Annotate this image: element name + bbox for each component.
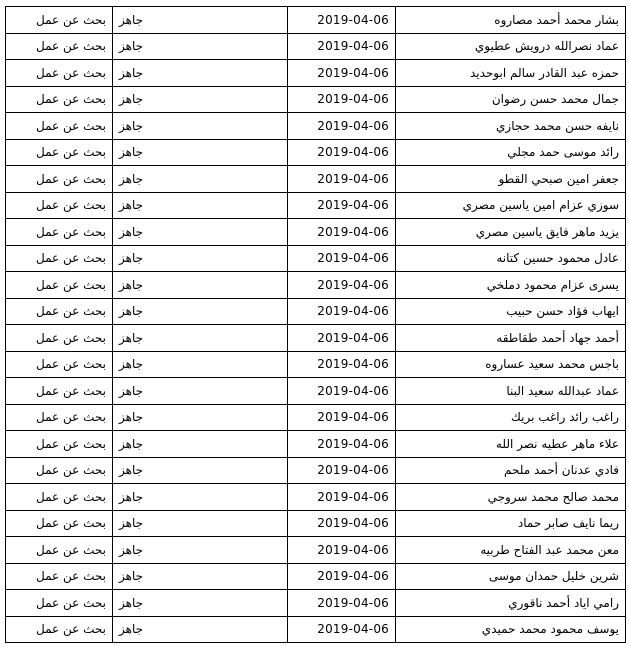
ready-cell: جاهز (113, 33, 288, 60)
name-cell: راغب رائد راغب بريك (396, 404, 626, 431)
table-row (6, 7, 626, 34)
name-cell: نايفه حسن محمد حجازي (396, 113, 626, 140)
date-cell: 2019-04-06 (288, 113, 396, 140)
name-cell: حمزه عبد القادر سالم ابوحديد (396, 60, 626, 87)
status-cell: بحث عن عمل (6, 431, 113, 458)
date-cell: 2019-04-06 (288, 457, 396, 484)
date-cell: 2019-04-06 (288, 166, 396, 193)
status-cell: بحث عن عمل (6, 457, 113, 484)
status-cell: بحث عن عمل (6, 510, 113, 537)
table-row (6, 404, 626, 431)
ready-cell: جاهز (113, 616, 288, 643)
date-cell: 2019-04-06 (288, 563, 396, 590)
name-cell: ريما نايف صابر حماد (396, 510, 626, 537)
table-row (6, 616, 626, 643)
status-cell: بحث عن عمل (6, 245, 113, 272)
status-cell: بحث عن عمل (6, 192, 113, 219)
table-row (6, 113, 626, 140)
date-cell: 2019-04-06 (288, 484, 396, 511)
date-cell: 2019-04-06 (288, 325, 396, 352)
table-row (6, 510, 626, 537)
ready-cell: جاهز (113, 86, 288, 113)
date-cell: 2019-04-06 (288, 86, 396, 113)
date-cell: 2019-04-06 (288, 245, 396, 272)
ready-cell: جاهز (113, 431, 288, 458)
ready-cell: جاهز (113, 590, 288, 617)
status-cell: بحث عن عمل (6, 139, 113, 166)
date-cell: 2019-04-06 (288, 272, 396, 299)
status-cell: بحث عن عمل (6, 86, 113, 113)
ready-cell: جاهز (113, 457, 288, 484)
status-cell: بحث عن عمل (6, 378, 113, 405)
name-cell: باجس محمد سعيد عساروه (396, 351, 626, 378)
status-cell: بحث عن عمل (6, 219, 113, 246)
status-cell: بحث عن عمل (6, 113, 113, 140)
status-cell: بحث عن عمل (6, 563, 113, 590)
date-cell: 2019-04-06 (288, 219, 396, 246)
table-row (6, 431, 626, 458)
status-cell: بحث عن عمل (6, 33, 113, 60)
status-cell: بحث عن عمل (6, 404, 113, 431)
status-cell: بحث عن عمل (6, 325, 113, 352)
date-cell: 2019-04-06 (288, 616, 396, 643)
table-row (6, 139, 626, 166)
ready-cell: جاهز (113, 139, 288, 166)
date-cell: 2019-04-06 (288, 431, 396, 458)
status-cell: بحث عن عمل (6, 537, 113, 564)
name-cell: ايهاب فؤاد حسن حبيب (396, 298, 626, 325)
ready-cell: جاهز (113, 484, 288, 511)
ready-cell: جاهز (113, 298, 288, 325)
name-cell: علاء ماهر عطيه نصر الله (396, 431, 626, 458)
name-cell: يوسف محمود محمد حميدي (396, 616, 626, 643)
ready-cell: جاهز (113, 7, 288, 34)
date-cell: 2019-04-06 (288, 510, 396, 537)
status-cell: بحث عن عمل (6, 616, 113, 643)
table-row (6, 378, 626, 405)
ready-cell: جاهز (113, 245, 288, 272)
ready-cell: جاهز (113, 563, 288, 590)
status-cell: بحث عن عمل (6, 298, 113, 325)
table-row (6, 245, 626, 272)
ready-cell: جاهز (113, 537, 288, 564)
status-cell: بحث عن عمل (6, 60, 113, 87)
name-cell: سوزي عزام امين ياسين مصري (396, 192, 626, 219)
table-row (6, 60, 626, 87)
name-cell: جمال محمد حسن رضوان (396, 86, 626, 113)
date-cell: 2019-04-06 (288, 60, 396, 87)
table-row (6, 563, 626, 590)
name-cell: فادي عدنان أحمد ملحم (396, 457, 626, 484)
table-row (6, 457, 626, 484)
status-cell: بحث عن عمل (6, 484, 113, 511)
name-cell: أحمد جهاد أحمد طقاطقه (396, 325, 626, 352)
table-row (6, 484, 626, 511)
name-cell: رامي اياد أحمد ناقوري (396, 590, 626, 617)
ready-cell: جاهز (113, 113, 288, 140)
name-cell: بشار محمد أحمد مصاروه (396, 7, 626, 34)
ready-cell: جاهز (113, 351, 288, 378)
table-row (6, 298, 626, 325)
ready-cell: جاهز (113, 60, 288, 87)
name-cell: شرين خليل حمدان موسى (396, 563, 626, 590)
date-cell: 2019-04-06 (288, 298, 396, 325)
date-cell: 2019-04-06 (288, 404, 396, 431)
table-row (6, 272, 626, 299)
table-row (6, 33, 626, 60)
name-cell: معن محمد عبد الفتاح طربيه (396, 537, 626, 564)
ready-cell: جاهز (113, 219, 288, 246)
table-row (6, 325, 626, 352)
table-row (6, 219, 626, 246)
ready-cell: جاهز (113, 378, 288, 405)
name-cell: يسرى عزام محمود دملخي (396, 272, 626, 299)
name-cell: جعفر امين صبحي القطو (396, 166, 626, 193)
name-cell: محمد صالح محمد سروجي (396, 484, 626, 511)
name-cell: يزيد ماهر فايق ياسين مصري (396, 219, 626, 246)
date-cell: 2019-04-06 (288, 33, 396, 60)
table-row (6, 86, 626, 113)
status-cell: بحث عن عمل (6, 351, 113, 378)
table-row (6, 537, 626, 564)
date-cell: 2019-04-06 (288, 537, 396, 564)
status-cell: بحث عن عمل (6, 590, 113, 617)
status-cell: بحث عن عمل (6, 166, 113, 193)
table-row (6, 166, 626, 193)
date-cell: 2019-04-06 (288, 192, 396, 219)
date-cell: 2019-04-06 (288, 590, 396, 617)
date-cell: 2019-04-06 (288, 351, 396, 378)
table-row (6, 351, 626, 378)
name-cell: رائد موسى حمد مجلي (396, 139, 626, 166)
ready-cell: جاهز (113, 510, 288, 537)
applicants-table-body (6, 7, 626, 643)
ready-cell: جاهز (113, 325, 288, 352)
date-cell: 2019-04-06 (288, 139, 396, 166)
ready-cell: جاهز (113, 272, 288, 299)
table-row (6, 192, 626, 219)
name-cell: عماد نصرالله درويش عطيوي (396, 33, 626, 60)
date-cell: 2019-04-06 (288, 378, 396, 405)
table-row (6, 590, 626, 617)
applicants-table (5, 6, 626, 643)
status-cell: بحث عن عمل (6, 7, 113, 34)
ready-cell: جاهز (113, 404, 288, 431)
name-cell: عماد عبدالله سعيد البنا (396, 378, 626, 405)
status-cell: بحث عن عمل (6, 272, 113, 299)
ready-cell: جاهز (113, 166, 288, 193)
name-cell: عادل محمود حسين كتانه (396, 245, 626, 272)
date-cell: 2019-04-06 (288, 7, 396, 34)
ready-cell: جاهز (113, 192, 288, 219)
